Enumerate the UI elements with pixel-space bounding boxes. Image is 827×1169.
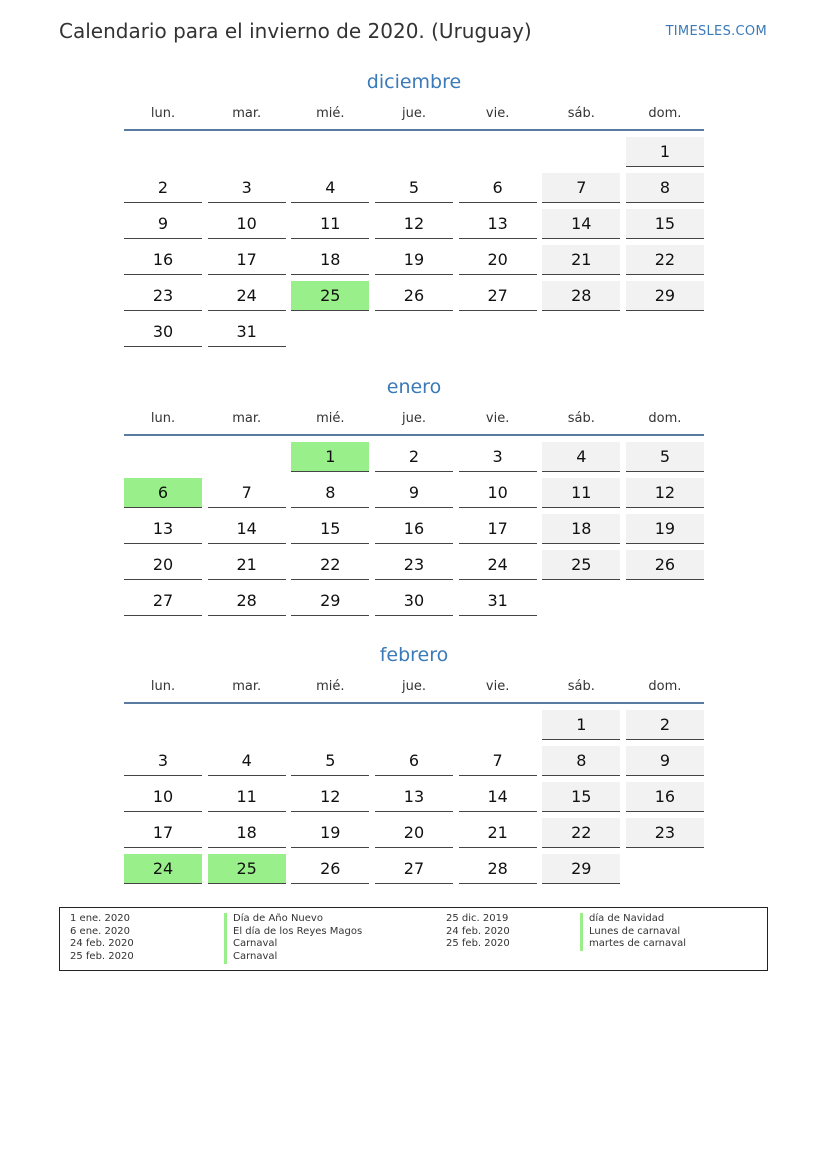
legend-right-names <box>580 913 686 951</box>
day-cell: 18 <box>291 245 369 275</box>
legend-date: 25 dic. 2019 <box>446 913 509 924</box>
day-cell: 2 <box>375 442 453 472</box>
legend-left-dates <box>70 913 134 964</box>
legend-holiday-name: Lunes de carnaval <box>580 926 686 939</box>
week-row <box>124 245 704 281</box>
day-cell: 16 <box>124 245 202 275</box>
empty-day-cell <box>459 137 537 167</box>
week-row <box>124 746 704 782</box>
empty-day-cell <box>291 710 369 740</box>
weekday-label: jue. <box>401 678 426 694</box>
legend-holiday-name: El día de los Reyes Magos <box>224 926 362 939</box>
day-cell: 20 <box>459 245 537 275</box>
header-divider <box>124 129 704 131</box>
header-divider <box>124 434 704 436</box>
empty-day-cell <box>542 137 620 167</box>
day-cell: 24 <box>208 281 286 311</box>
day-cell: 2 <box>124 173 202 203</box>
day-cell: 2 <box>626 710 704 740</box>
day-cell: 21 <box>208 550 286 580</box>
day-cell: 27 <box>459 281 537 311</box>
day-cell: 13 <box>375 782 453 812</box>
day-cell: 19 <box>291 818 369 848</box>
month-febrero <box>124 640 704 890</box>
day-cell: 10 <box>208 209 286 239</box>
weekday-label: mié. <box>316 678 345 694</box>
weekday-label: mar. <box>232 410 262 426</box>
day-cell: 9 <box>124 209 202 239</box>
day-cell: 28 <box>542 281 620 311</box>
day-cell: 31 <box>208 317 286 347</box>
month-name: enero <box>386 376 442 398</box>
week-row <box>124 137 704 173</box>
weekday-header <box>124 97 704 129</box>
empty-day-cell <box>375 317 453 347</box>
weekday-label: mar. <box>232 678 262 694</box>
day-cell: 27 <box>375 854 453 884</box>
day-cell: 27 <box>124 586 202 616</box>
legend-holiday-name: Día de Año Nuevo <box>224 913 362 926</box>
week-row <box>124 710 704 746</box>
weekday-label: sáb. <box>567 678 595 694</box>
day-cell: 14 <box>208 514 286 544</box>
day-cell: 18 <box>208 818 286 848</box>
week-row <box>124 586 704 622</box>
weekday-label: lun. <box>150 678 176 694</box>
header-divider <box>124 702 704 704</box>
day-cell: 29 <box>626 281 704 311</box>
empty-day-cell <box>459 710 537 740</box>
weekday-label: dom. <box>648 410 682 426</box>
day-cell: 8 <box>626 173 704 203</box>
empty-day-cell <box>626 854 704 884</box>
day-cell: 1 <box>626 137 704 167</box>
legend-date: 1 ene. 2020 <box>70 913 130 924</box>
weekday-label: sáb. <box>567 410 595 426</box>
day-cell: 17 <box>124 818 202 848</box>
legend-right-dates <box>446 913 510 951</box>
legend-date: 24 feb. 2020 <box>70 938 134 950</box>
day-cell: 6 <box>375 746 453 776</box>
day-cell: 5 <box>291 746 369 776</box>
empty-day-cell <box>208 442 286 472</box>
day-cell: 11 <box>208 782 286 812</box>
day-cell: 4 <box>291 173 369 203</box>
day-cell: 29 <box>542 854 620 884</box>
day-cell: 29 <box>291 586 369 616</box>
day-cell: 12 <box>375 209 453 239</box>
day-grid <box>124 442 704 622</box>
week-row <box>124 317 704 353</box>
day-cell: 21 <box>459 818 537 848</box>
day-cell: 8 <box>542 746 620 776</box>
day-cell: 11 <box>291 209 369 239</box>
week-row <box>124 550 704 586</box>
empty-day-cell <box>208 710 286 740</box>
day-cell: 19 <box>375 245 453 275</box>
weekday-label: jue. <box>401 410 426 426</box>
empty-day-cell <box>208 137 286 167</box>
day-cell: 24 <box>459 550 537 580</box>
day-cell: 21 <box>542 245 620 275</box>
empty-day-cell <box>375 137 453 167</box>
day-cell: 22 <box>542 818 620 848</box>
weekday-label: dom. <box>648 678 682 694</box>
empty-day-cell <box>459 317 537 347</box>
day-cell: 3 <box>208 173 286 203</box>
day-cell: 7 <box>459 746 537 776</box>
week-row <box>124 782 704 818</box>
day-cell: 4 <box>542 442 620 472</box>
week-row <box>124 514 704 550</box>
legend-left-names <box>224 913 362 964</box>
weekday-label: jue. <box>401 105 426 121</box>
week-row <box>124 854 704 890</box>
day-cell: 1 <box>542 710 620 740</box>
day-cell: 9 <box>375 478 453 508</box>
legend-holiday-name: Carnaval <box>224 938 362 951</box>
day-cell: 17 <box>208 245 286 275</box>
weekday-header <box>124 402 704 434</box>
month-name: febrero <box>379 644 449 666</box>
empty-day-cell <box>626 317 704 347</box>
day-cell: 3 <box>459 442 537 472</box>
weekday-label: mar. <box>232 105 262 121</box>
day-cell: 17 <box>459 514 537 544</box>
week-row <box>124 818 704 854</box>
day-cell: 16 <box>375 514 453 544</box>
day-cell: 8 <box>291 478 369 508</box>
day-cell: 7 <box>542 173 620 203</box>
day-cell: 20 <box>375 818 453 848</box>
month-name: diciembre <box>366 71 462 93</box>
week-row <box>124 478 704 514</box>
empty-day-cell <box>291 137 369 167</box>
empty-day-cell <box>124 442 202 472</box>
day-cell: 23 <box>626 818 704 848</box>
weekday-label: dom. <box>648 105 682 121</box>
empty-day-cell <box>124 710 202 740</box>
page-title: Calendario para el invierno de 2020. (Uruguay) <box>59 19 532 43</box>
legend-date: 6 ene. 2020 <box>70 925 130 937</box>
day-cell: 30 <box>124 317 202 347</box>
day-cell: 30 <box>375 586 453 616</box>
day-cell: 3 <box>124 746 202 776</box>
day-cell: 31 <box>459 586 537 616</box>
day-cell: 16 <box>626 782 704 812</box>
month-enero <box>124 372 704 622</box>
weekday-label: vie. <box>485 410 510 426</box>
day-cell: 12 <box>626 478 704 508</box>
weekday-header <box>124 670 704 702</box>
day-cell: 23 <box>124 281 202 311</box>
legend-date: 25 feb. 2020 <box>70 951 134 963</box>
day-grid <box>124 710 704 890</box>
day-cell: 15 <box>542 782 620 812</box>
week-row <box>124 209 704 245</box>
weekday-label: lun. <box>150 410 176 426</box>
day-cell: 10 <box>124 782 202 812</box>
holiday-legend <box>59 907 768 971</box>
day-cell: 18 <box>542 514 620 544</box>
holiday-day-cell: 25 <box>208 854 286 884</box>
empty-day-cell <box>542 586 620 616</box>
day-cell: 19 <box>626 514 704 544</box>
day-cell: 12 <box>291 782 369 812</box>
day-cell: 10 <box>459 478 537 508</box>
day-cell: 15 <box>626 209 704 239</box>
day-cell: 9 <box>626 746 704 776</box>
day-cell: 26 <box>291 854 369 884</box>
day-cell: 6 <box>459 173 537 203</box>
legend-date: 25 feb. 2020 <box>446 938 510 950</box>
day-cell: 7 <box>208 478 286 508</box>
legend-holiday-name: día de Navidad <box>580 913 686 926</box>
holiday-day-cell: 24 <box>124 854 202 884</box>
day-cell: 26 <box>626 550 704 580</box>
weekday-label: lun. <box>150 105 176 121</box>
day-cell: 4 <box>208 746 286 776</box>
day-cell: 5 <box>375 173 453 203</box>
week-row <box>124 173 704 209</box>
holiday-day-cell: 1 <box>291 442 369 472</box>
day-cell: 13 <box>459 209 537 239</box>
weekday-label: vie. <box>485 105 510 121</box>
legend-date: 24 feb. 2020 <box>446 925 510 937</box>
empty-day-cell <box>375 710 453 740</box>
empty-day-cell <box>291 317 369 347</box>
weekday-label: vie. <box>485 678 510 694</box>
holiday-day-cell: 6 <box>124 478 202 508</box>
legend-holiday-name: Carnaval <box>224 951 362 964</box>
day-cell: 23 <box>375 550 453 580</box>
week-row <box>124 281 704 317</box>
day-cell: 22 <box>291 550 369 580</box>
day-cell: 13 <box>124 514 202 544</box>
holiday-day-cell: 25 <box>291 281 369 311</box>
day-grid <box>124 137 704 353</box>
day-cell: 28 <box>208 586 286 616</box>
day-cell: 25 <box>542 550 620 580</box>
day-cell: 20 <box>124 550 202 580</box>
day-cell: 22 <box>626 245 704 275</box>
day-cell: 14 <box>459 782 537 812</box>
day-cell: 11 <box>542 478 620 508</box>
day-cell: 14 <box>542 209 620 239</box>
month-diciembre <box>124 67 704 353</box>
legend-holiday-name: martes de carnaval <box>580 938 686 951</box>
day-cell: 28 <box>459 854 537 884</box>
empty-day-cell <box>542 317 620 347</box>
day-cell: 15 <box>291 514 369 544</box>
weekday-label: sáb. <box>567 105 595 121</box>
weekday-label: mié. <box>316 410 345 426</box>
week-row <box>124 442 704 478</box>
empty-day-cell <box>124 137 202 167</box>
empty-day-cell <box>626 586 704 616</box>
weekday-label: mié. <box>316 105 345 121</box>
brand-logo-link[interactable]: TIMESLES.COM <box>665 24 767 39</box>
day-cell: 5 <box>626 442 704 472</box>
day-cell: 26 <box>375 281 453 311</box>
